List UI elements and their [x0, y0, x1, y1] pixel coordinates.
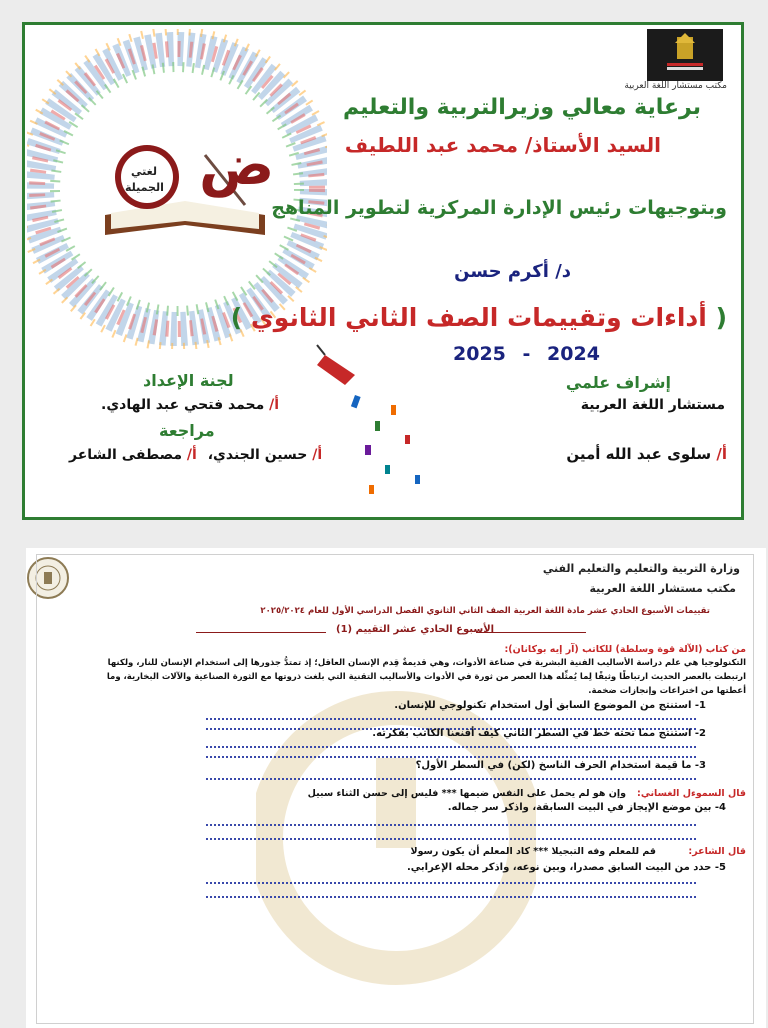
- passage-line-3: أعطتها من اختراعات وإنجازات ضخمة.: [588, 686, 746, 696]
- year-end: 2025: [453, 343, 506, 365]
- paren-open: (: [715, 303, 727, 332]
- supervision-heading: إشراف علمي: [565, 373, 671, 392]
- supervisor-name: سلوى عبد الله أمين: [566, 445, 712, 463]
- committee-line: [101, 397, 279, 413]
- committee-prefix: أ/: [269, 397, 280, 413]
- supervisor-prefix: أ/: [716, 445, 727, 463]
- office-name: مكتب مستشار اللغة العربية: [589, 582, 736, 595]
- patronage-line: برعاية معالي وزيرالتربية والتعليم: [342, 95, 701, 120]
- review-heading: مراجعة: [159, 421, 215, 440]
- reviewer1: حسين الجندي،: [207, 447, 308, 463]
- academic-year: [453, 343, 600, 365]
- worksheet-page: [26, 548, 766, 1028]
- sheet-heading: تقييمات الأسبوع الحادي عشر مادة اللغة العربية الصف الثاني الثانوي الفصل الدراسي الأول للعام ٢٠٢٥/٢٠٢٤: [260, 606, 710, 616]
- verse-2: قم للمعلم وفه التبجيلا *** كاد المعلم أن يكون رسولا: [410, 846, 656, 857]
- verse1-intro: قال السموءل الغساني:: [637, 788, 746, 799]
- committee-heading: لجنة الإعداد: [143, 371, 234, 390]
- committee-member: محمد فتحي عبد الهادي.: [101, 397, 265, 413]
- emblem-book: [95, 125, 275, 245]
- question-3: 3- ما قيمة استخدام الحرف الناسخ (لكن) في السطر الأول؟: [415, 760, 706, 771]
- question-5: 5- حدد من البيت السابق مصدرا، وبين نوعه، واذكر محله الإعرابي.: [406, 862, 726, 873]
- emblem-text-2: الجميلة: [125, 181, 164, 194]
- pen-letters-graphic: [295, 335, 465, 515]
- emblem-letter: ض: [199, 133, 275, 198]
- title-text: أداءات وتقييمات الصف الثاني الثانوي: [250, 303, 707, 332]
- passage-line-1: التكنولوجيا هي علم دراسة الأساليب الفنية البشرية في صناعة الأدوات، وهي قديمةٌ قِدم الإنسان العاقل؛ إذ تمتدُّ جذورها إلى استخدام الإنسان للنار، ولكنها: [107, 658, 746, 668]
- guidance-line: وبتوجيهات رئيس الإدارة المركزية لتطوير المناهج: [271, 197, 727, 219]
- supervisor-line: [566, 445, 727, 463]
- verse2-intro: قال الشاعر:: [688, 846, 746, 857]
- verse-1: وإن هو لم يحمل على النفس ضيمها *** فليس إلى حسن الثناء سبيل: [307, 788, 626, 799]
- sheet-frame: [36, 554, 754, 1024]
- minister-line: السيد الأستاذ/ محمد عبد اللطيف: [344, 133, 661, 157]
- reviewer2: مصطفى الشاعر: [69, 447, 183, 463]
- emblem-text-1: لغتي: [131, 165, 157, 178]
- question-2: 2- استنتج مما تحته خط في السطر الثاني كيف أقنعنا الكاتب بفكرته.: [372, 728, 706, 739]
- logo-caption: مكتب مستشار اللغة العربية: [624, 81, 727, 91]
- question-4: 4- بين موضع الإيجاز في البيت السابقة، واذكر سر جماله.: [447, 802, 726, 813]
- cover-page: [22, 22, 744, 520]
- reviewer1-prefix: أ/: [312, 447, 323, 463]
- passage-source: من كتاب (الآلة قوة وسلطة) للكاتب (آر إيه بوكانان):: [504, 644, 746, 655]
- reviewer2-prefix: أ/: [186, 447, 197, 463]
- year-start: 2024: [547, 343, 600, 365]
- paren-close: ): [230, 303, 243, 332]
- year-dash: -: [522, 343, 531, 365]
- passage-line-2: ارتبطت بالعصر الحديث ارتباطًا وثيقًا لِما يُمثِّله هذا العصر من ثورة في الأدوات والأساليب التقنية التي بلغت ذروتها مع الثورة الصناعية والآلات البخارية، وما: [106, 672, 746, 682]
- cover-title: [231, 303, 727, 332]
- ministry-logo: [647, 29, 723, 81]
- ministry-name: وزارة التربية والتعليم والتعليم الفني: [542, 562, 740, 575]
- reviewers-line: [69, 447, 322, 463]
- sheet-subheading: الأسبوع الحادي عشر التقييم (1): [336, 624, 495, 635]
- supervision-role: مستشار اللغة العربية: [580, 397, 725, 413]
- eagle-emblem-icon: [647, 29, 723, 81]
- question-1: 1- استنتج من الموضوع السابق أول استخدام تكنولوجي للإنسان.: [394, 700, 706, 711]
- director-line: د/ أكرم حسن: [454, 261, 571, 282]
